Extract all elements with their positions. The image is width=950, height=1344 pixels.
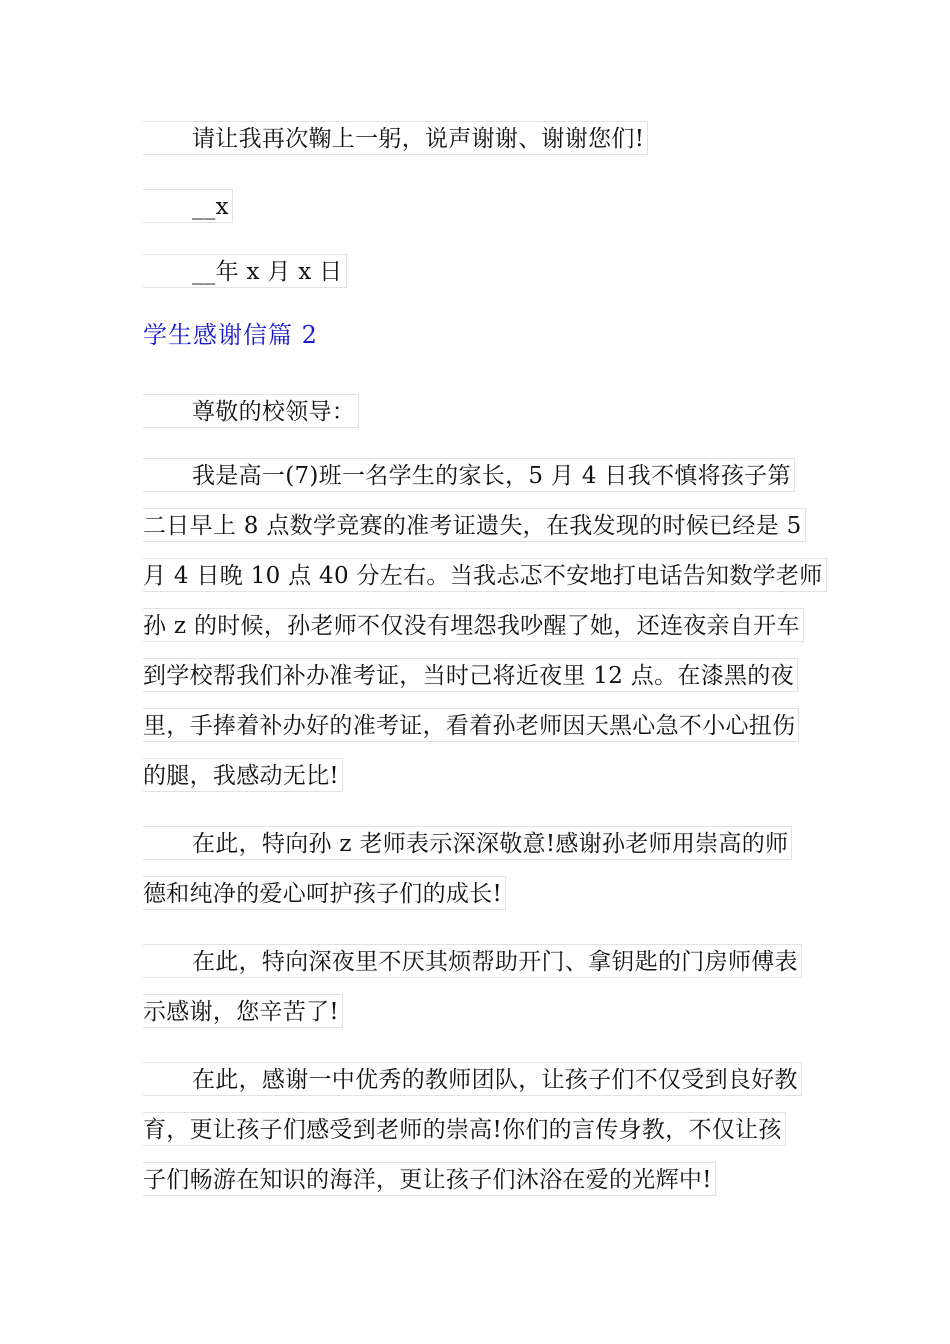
paragraph-1-line-2: 二日早上 8 点数学竞赛的准考证遗失，在我发现的时候已经是 5 bbox=[143, 508, 806, 542]
paragraph-3-line-2: 示感谢，您辛苦了! bbox=[143, 994, 343, 1028]
paragraph-4-line-1: 在此，感谢一中优秀的教师团队，让孩子们不仅受到良好教 bbox=[143, 1062, 802, 1096]
paragraph-1-line-3: 月 4 日晚 10 点 40 分左右。当我忐忑不安地打电话告知数学老师 bbox=[143, 558, 827, 592]
closing-thanks: 请让我再次鞠上一躬，说声谢谢、谢谢您们! bbox=[143, 121, 648, 155]
paragraph-1-line-7: 的腿，我感动无比! bbox=[143, 758, 343, 792]
closing-date: __年 x 月 x 日 bbox=[143, 254, 347, 288]
paragraph-1-line-1: 我是高一(7)班一名学生的家长，5 月 4 日我不慎将孩子第 bbox=[143, 458, 795, 492]
paragraph-1-line-6: 里，手捧着补办好的准考证，看着孙老师因天黑心急不小心扭伤 bbox=[143, 708, 799, 742]
paragraph-2-line-1: 在此，特向孙 z 老师表示深深敬意!感谢孙老师用崇高的师 bbox=[143, 826, 792, 860]
paragraph-3-line-1: 在此，特向深夜里不厌其烦帮助开门、拿钥匙的门房师傅表 bbox=[143, 944, 802, 978]
salutation: 尊敬的校领导： bbox=[143, 394, 359, 428]
paragraph-1-line-5: 到学校帮我们补办准考证，当时己将近夜里 12 点。在漆黑的夜 bbox=[143, 658, 798, 692]
paragraph-1-line-4: 孙 z 的时候，孙老师不仅没有埋怨我吵醒了她，还连夜亲自开车 bbox=[143, 608, 804, 642]
paragraph-2-line-2: 德和纯净的爱心呵护孩子们的成长! bbox=[143, 876, 506, 910]
closing-signature: __x bbox=[143, 189, 233, 223]
paragraph-4-line-2: 育，更让孩子们感受到老师的崇高!你们的言传身教，不仅让孩 bbox=[143, 1112, 786, 1146]
paragraph-4-line-3: 子们畅游在知识的海洋，更让孩子们沐浴在爱的光辉中! bbox=[143, 1162, 716, 1196]
section-heading: 学生感谢信篇 2 bbox=[143, 321, 318, 349]
